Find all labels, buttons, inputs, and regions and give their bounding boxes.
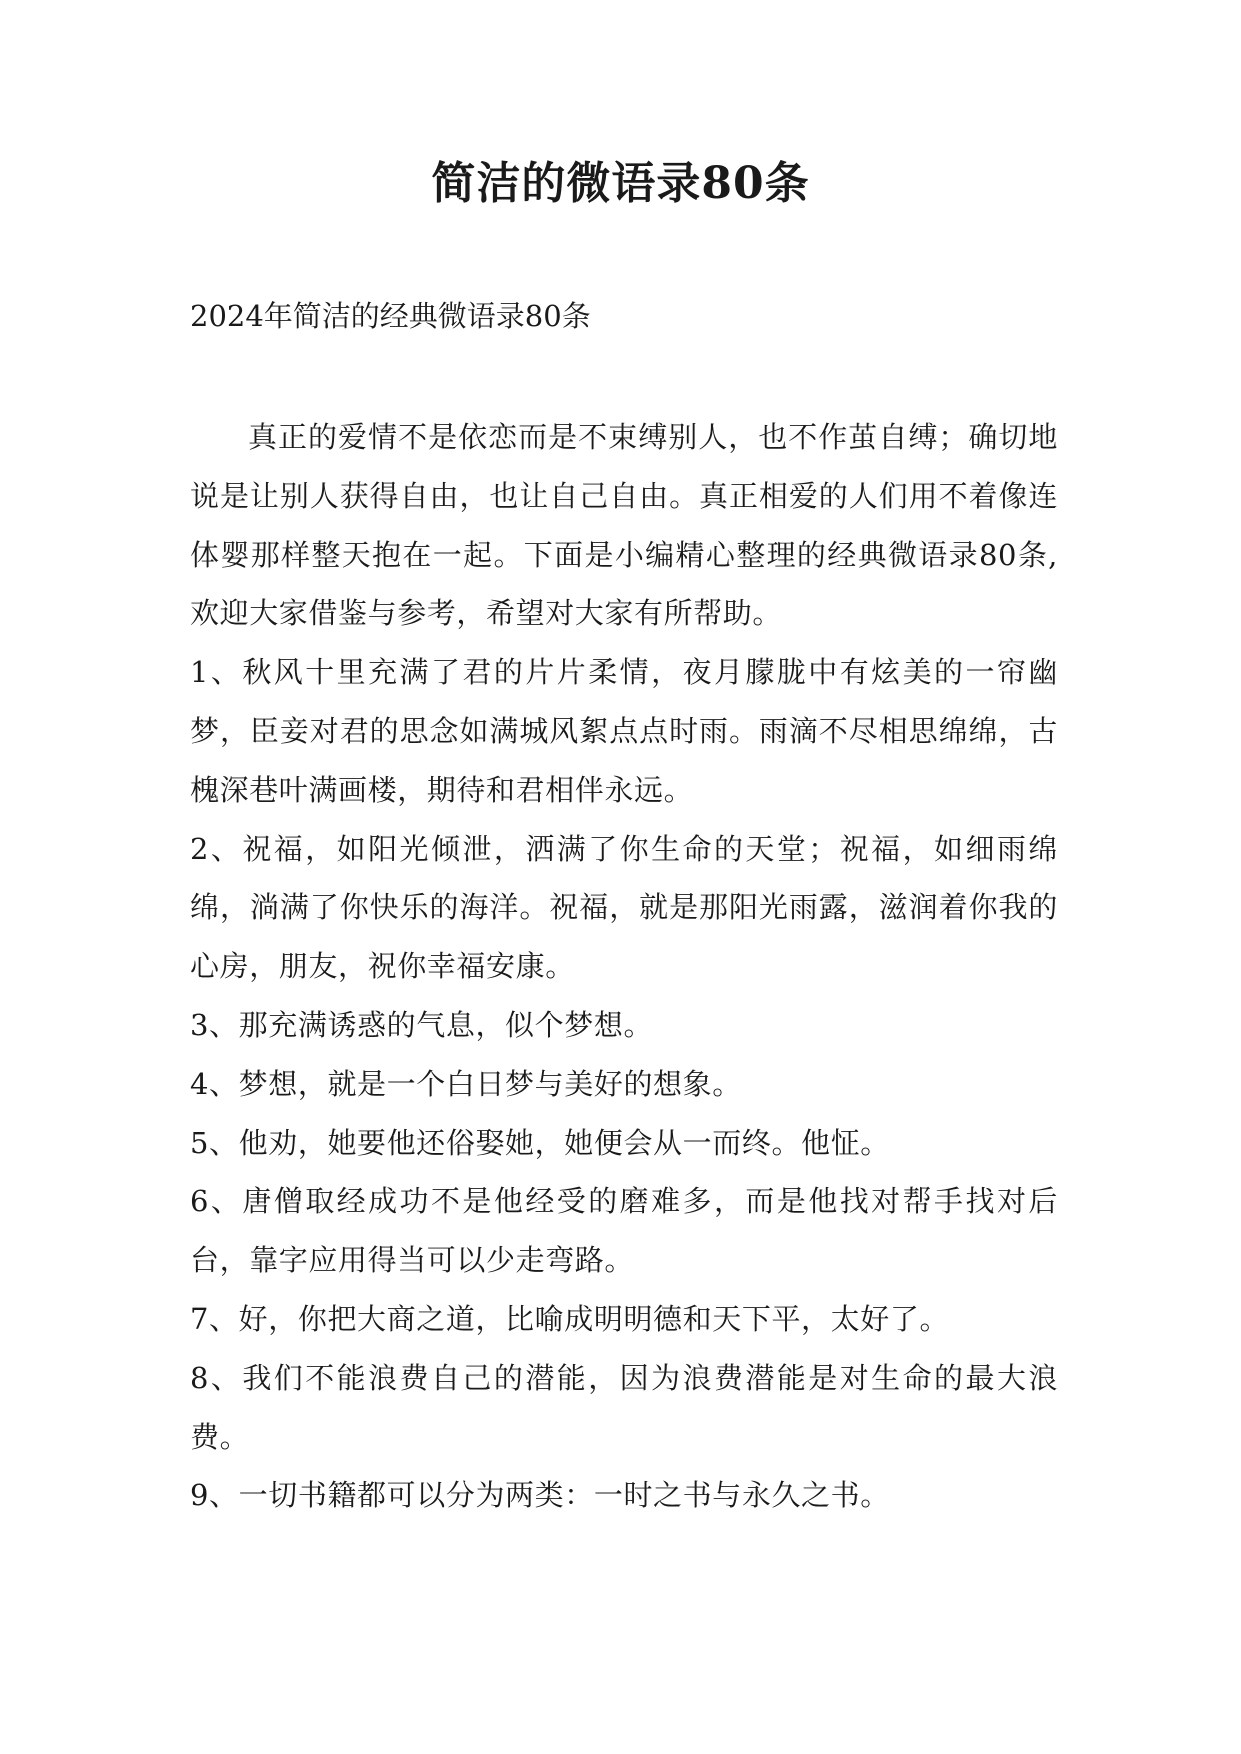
list-item: 8、我们不能浪费自己的潜能，因为浪费潜能是对生命的最大浪费。 <box>190 1360 1058 1454</box>
document-title: 简洁的微语录80条 <box>431 158 810 209</box>
list-item: 7、好，你把大商之道，比喻成明明德和天下平，太好了。 <box>190 1301 950 1336</box>
list-item: 2、祝福，如阳光倾泄，洒满了你生命的天堂；祝福，如细雨绵绵，淌满了你快乐的海洋。祝福，就是那阳光雨露，滋润着你我的心房，朋友，祝你幸福安康。 <box>190 831 1058 984</box>
list-item: 1、秋风十里充满了君的片片柔情，夜月朦胧中有炫美的一帘幽梦，臣妾对君的思念如满城风絮点点时雨。雨滴不尽相思绵绵，古槐深巷叶满画楼，期待和君相伴永远。 <box>190 655 1058 807</box>
document-subtitle: 2024年简洁的经典微语录80条 <box>190 299 591 333</box>
list-item: 3、那充满诱惑的气息，似个梦想。 <box>190 1007 654 1042</box>
list-item: 9、一切书籍都可以分为两类：一时之书与永久之书。 <box>190 1478 890 1513</box>
list-item: 4、梦想，就是一个白日梦与美好的想象。 <box>190 1066 742 1101</box>
intro-paragraph: 真正的爱情不是依恋而是不束缚别人，也不作茧自缚；确切地说是让别人获得自由，也让自己自由。真正相爱的人们用不着像连体婴那样整天抱在一起。下面是小编精心整理的经典微语录80条,欢迎大家借鉴与参考，希望对大家有所帮助。 <box>190 420 1058 631</box>
list-item: 5、他劝，她要他还俗娶她，她便会从一而终。他怔。 <box>190 1125 890 1160</box>
document-body <box>190 408 1058 1525</box>
list-item: 6、唐僧取经成功不是他经受的磨难多，而是他找对帮手找对后台，靠字应用得当可以少走弯路。 <box>190 1184 1058 1278</box>
